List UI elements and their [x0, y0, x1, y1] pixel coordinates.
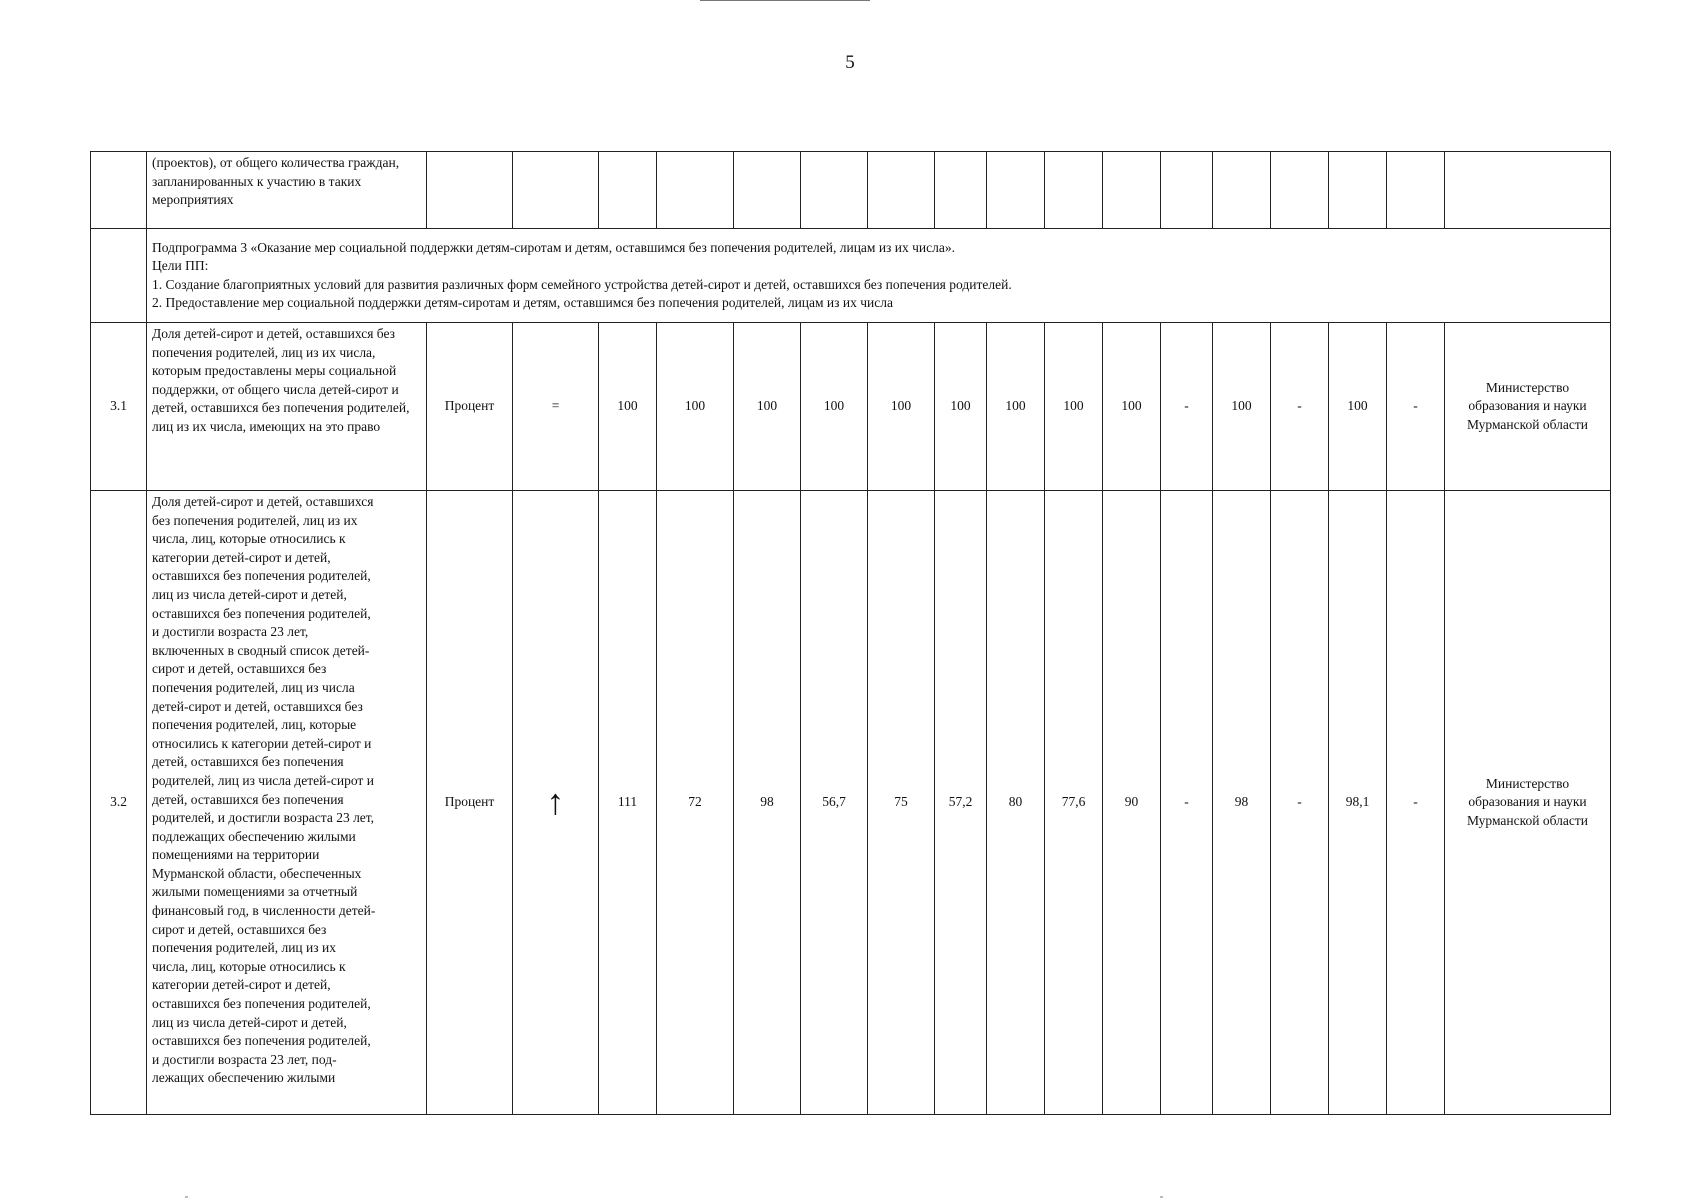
- name-line: Мурманской области, обеспеченных: [152, 865, 362, 881]
- name-line: детей, оставшихся без попечения: [152, 791, 344, 807]
- cell-value: -: [1161, 491, 1213, 1115]
- name-line: и достигли возраста 23 лет, под-: [152, 1051, 337, 1067]
- cell-responsible: Министерство образования и науки Мурманской области: [1445, 491, 1611, 1115]
- cell-value: 100: [657, 323, 734, 491]
- cell-value: 100: [987, 323, 1045, 491]
- cell-value: 56,7: [801, 491, 868, 1115]
- cell-num-empty: [91, 229, 147, 323]
- name-line: лиц из числа детей-сирот и детей,: [152, 1014, 347, 1030]
- subprogram-heading: [147, 229, 1611, 323]
- cell-value: -: [1161, 323, 1213, 491]
- cell-value: 90: [1103, 491, 1161, 1115]
- name-line: жилыми помещениями за отчетный: [152, 884, 358, 900]
- cell-responsible: Министерство образования и науки Мурманской области: [1445, 323, 1611, 491]
- cell-value: -: [1271, 323, 1329, 491]
- cell-trend: ↑: [513, 491, 599, 1115]
- name-line: детей-сирот и детей, оставшихся без: [152, 698, 363, 714]
- subprogram-goals-label: Цели ПП:: [152, 258, 209, 274]
- name-line: оставшихся без попечения родителей,: [152, 996, 371, 1012]
- cell-value: 100: [935, 323, 987, 491]
- cell-value: 100: [599, 323, 657, 491]
- cell-value: 100: [1103, 323, 1161, 491]
- name-line: оставшихся без попечения родителей,: [152, 568, 371, 584]
- cell-value: 100: [1329, 323, 1387, 491]
- name-line: попечения родителей, лиц из числа: [152, 679, 355, 695]
- name-line: оставшихся без попечения родителей,: [152, 605, 371, 621]
- cell-value: 98: [1213, 491, 1271, 1115]
- cell-value: 77,6: [1045, 491, 1103, 1115]
- cell-trend: =: [513, 323, 599, 491]
- cell-value: 100: [868, 323, 935, 491]
- cell-value: 100: [1213, 323, 1271, 491]
- cell-value: 80: [987, 491, 1045, 1115]
- name-line: сирот и детей, оставшихся без: [152, 661, 327, 677]
- subprogram-title: Подпрограмма 3 «Оказание мер социальной поддержки детям-сиротам и детям, оставшимся без попечения родителей, лицам из их числа».: [152, 240, 955, 255]
- cell-value: -: [1387, 323, 1445, 491]
- table-row: [91, 323, 1611, 491]
- scan-speck: [1160, 1196, 1163, 1198]
- name-line: подлежащих обеспечению жилыми: [152, 828, 356, 844]
- name-line: помещениями на территории: [152, 847, 320, 863]
- name-line: оставшихся без попечения родителей,: [152, 1033, 371, 1049]
- name-line: лежащих обеспечению жилыми: [152, 1070, 336, 1086]
- scan-speck: [185, 1196, 188, 1198]
- name-line: попечения родителей, лиц из их: [152, 940, 336, 956]
- cell-value: 75: [868, 491, 935, 1115]
- cell-value: -: [1271, 491, 1329, 1115]
- name-line: детей, оставшихся без попечения: [152, 754, 344, 770]
- name-line: числа, лиц, которые относились к: [152, 958, 346, 974]
- cell-num-empty: [91, 152, 147, 229]
- name-line: категории детей-сирот и детей,: [152, 977, 331, 993]
- name-line: числа, лиц, которые относились к: [152, 531, 346, 547]
- name-line: относились к категории детей-сирот и: [152, 735, 372, 751]
- cell-num: 3.1: [91, 323, 147, 491]
- subprogram-goal: 2. Предоставление мер социальной поддержки детям-сиротам и детям, оставшимся без попечения родителей, лицам из их числа: [152, 295, 893, 311]
- cell-indicator-name: [147, 491, 427, 1115]
- cell-value: 72: [657, 491, 734, 1115]
- name-line: категории детей-сирот и детей,: [152, 549, 331, 565]
- top-edge-mark: [700, 0, 870, 1]
- cell-unit: Процент: [427, 491, 513, 1115]
- table-row-continuation: [91, 152, 1611, 229]
- name-line: включенных в сводный список детей-: [152, 642, 370, 658]
- cell-value: 100: [734, 323, 801, 491]
- cell-value: 100: [1045, 323, 1103, 491]
- cell-value: 98,1: [1329, 491, 1387, 1115]
- name-line: родителей, лиц из числа детей-сирот и: [152, 772, 374, 788]
- name-line: финансовый год, в численности детей-: [152, 903, 376, 919]
- subprogram-goal: 1. Создание благоприятных условий для развития различных форм семейного устройства детей-сирот и детей, оставшихся без попечения родителей.: [152, 276, 1012, 292]
- cell-indicator-name: Доля детей-сирот и детей, оставшихся без попечения родителей, лиц из их числа, которым предоставлены меры социальной поддержки, от общего числа детей-сирот и детей, оставшихся без попечения родителей, лиц из их числа, имеющих на это право: [147, 323, 427, 491]
- cell-value: 98: [734, 491, 801, 1115]
- name-line: и достигли возраста 23 лет,: [152, 624, 309, 640]
- indicators-table: [90, 151, 1611, 1115]
- cell-value: 100: [801, 323, 868, 491]
- table-row-subprogram: [91, 229, 1611, 323]
- name-line: родителей, и достигли возраста 23 лет,: [152, 810, 375, 826]
- table-row: [91, 491, 1611, 1115]
- cell-value: -: [1387, 491, 1445, 1115]
- name-line: сирот и детей, оставшихся без: [152, 921, 327, 937]
- name-line: Доля детей-сирот и детей, оставшихся: [152, 494, 374, 509]
- cell-num: 3.2: [91, 491, 147, 1115]
- name-line: попечения родителей, лиц, которые: [152, 717, 357, 733]
- cell-indicator-name: (проектов), от общего количества граждан, запланированных к участию в таких мероприятиях: [147, 152, 427, 229]
- page-number: 5: [845, 52, 855, 73]
- name-line: лиц из числа детей-сирот и детей,: [152, 586, 347, 602]
- cell-value: 111: [599, 491, 657, 1115]
- cell-value: 57,2: [935, 491, 987, 1115]
- name-line: без попечения родителей, лиц из их: [152, 512, 358, 528]
- cell-unit: Процент: [427, 323, 513, 491]
